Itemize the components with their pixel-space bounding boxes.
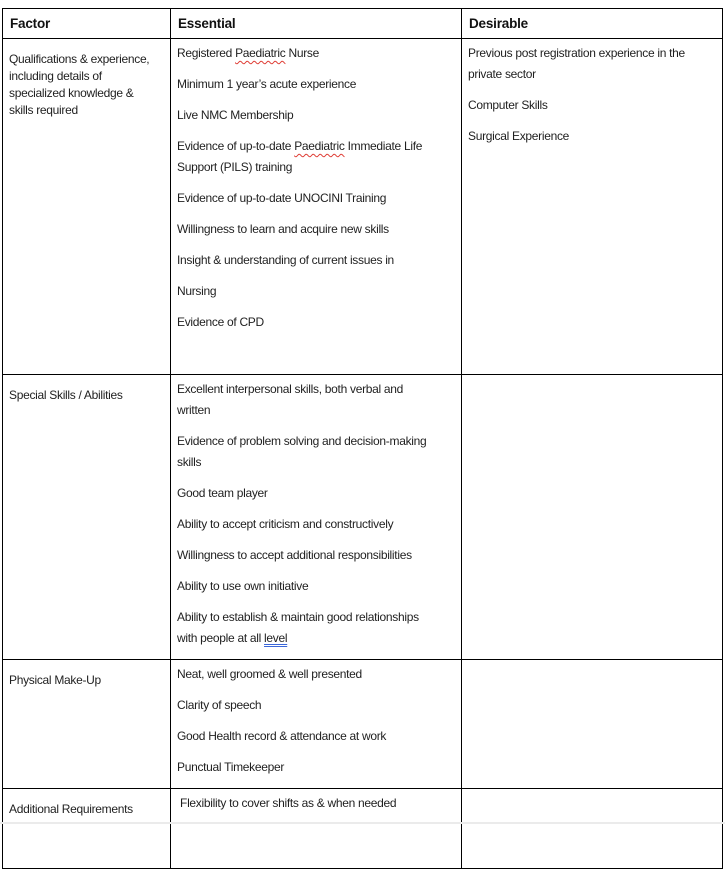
person-specification-table: [2, 8, 723, 869]
requirement-text: Good team player: [177, 486, 268, 500]
essential-cell[interactable]: [171, 660, 462, 789]
desirable-cell[interactable]: [462, 39, 723, 375]
essential-cell[interactable]: [171, 375, 462, 660]
factor-cell[interactable]: [3, 39, 171, 375]
desirable-cell[interactable]: [462, 375, 723, 660]
factor-text: Special Skills / Abilities: [9, 388, 123, 402]
misspelled-word: Paediatric: [235, 46, 286, 60]
requirement-text: Ability to use own initiative: [177, 579, 309, 593]
misspelled-word: Paediatric: [294, 139, 345, 153]
table-body: [3, 39, 723, 869]
requirement-text: Insight & understanding of current issues in: [177, 253, 394, 267]
requirement-text: Willingness to accept additional responsibilities: [177, 548, 412, 562]
requirement-text: Evidence of up-to-date Paediatric Immediate Life Support (PILS) training: [177, 139, 423, 174]
factor-text: Physical Make-Up: [9, 673, 101, 687]
requirement-text: Flexibility to cover shifts as & when needed: [177, 796, 397, 810]
requirement-text: Computer Skills: [468, 98, 548, 112]
table-row: [3, 660, 723, 789]
requirement-text: Ability to establish & maintain good relationships with people at all level: [177, 610, 419, 645]
requirement-text: Willingness to learn and acquire new skills: [177, 222, 389, 236]
requirement-text: Surgical Experience: [468, 129, 570, 143]
column-header-factor: Factor: [3, 9, 171, 39]
requirement-text: Punctual Timekeeper: [177, 760, 285, 774]
table-header-row: [3, 9, 723, 39]
factor-cell[interactable]: [3, 789, 171, 869]
requirement-text: Previous post registration experience in the private sector: [468, 46, 685, 81]
table-row: [3, 39, 723, 375]
requirement-text: Minimum 1 year’s acute experience: [177, 77, 357, 91]
essential-cell[interactable]: [171, 789, 462, 869]
requirement-text: Neat, well groomed & well presented: [177, 667, 362, 681]
requirement-text: Ability to accept criticism and constructively: [177, 517, 394, 531]
requirement-text: Excellent interpersonal skills, both verbal and written: [177, 382, 404, 417]
factor-text: Qualifications & experience, including details of specialized knowledge & skills required: [9, 52, 150, 117]
desirable-cell[interactable]: [462, 660, 723, 789]
column-header-essential: Essential: [171, 9, 462, 39]
requirement-text: Live NMC Membership: [177, 108, 294, 122]
factor-cell[interactable]: [3, 660, 171, 789]
table-row: [3, 789, 723, 869]
essential-cell[interactable]: [171, 39, 462, 375]
desirable-cell[interactable]: [462, 789, 723, 869]
grammar-flagged-word: level: [264, 631, 288, 645]
factor-cell[interactable]: [3, 375, 171, 660]
requirement-text: Evidence of up-to-date UNOCINI Training: [177, 191, 387, 205]
requirement-text: Evidence of problem solving and decision-making skills: [177, 434, 427, 469]
requirement-text: Registered Paediatric Nurse: [177, 46, 319, 60]
table-row: [3, 375, 723, 660]
requirement-text: Good Health record & attendance at work: [177, 729, 387, 743]
requirement-text: Nursing: [177, 284, 217, 298]
factor-text: Additional Requirements: [9, 802, 133, 816]
requirement-text: Clarity of speech: [177, 698, 262, 712]
requirement-text: Evidence of CPD: [177, 315, 264, 329]
column-header-desirable: Desirable: [462, 9, 723, 39]
